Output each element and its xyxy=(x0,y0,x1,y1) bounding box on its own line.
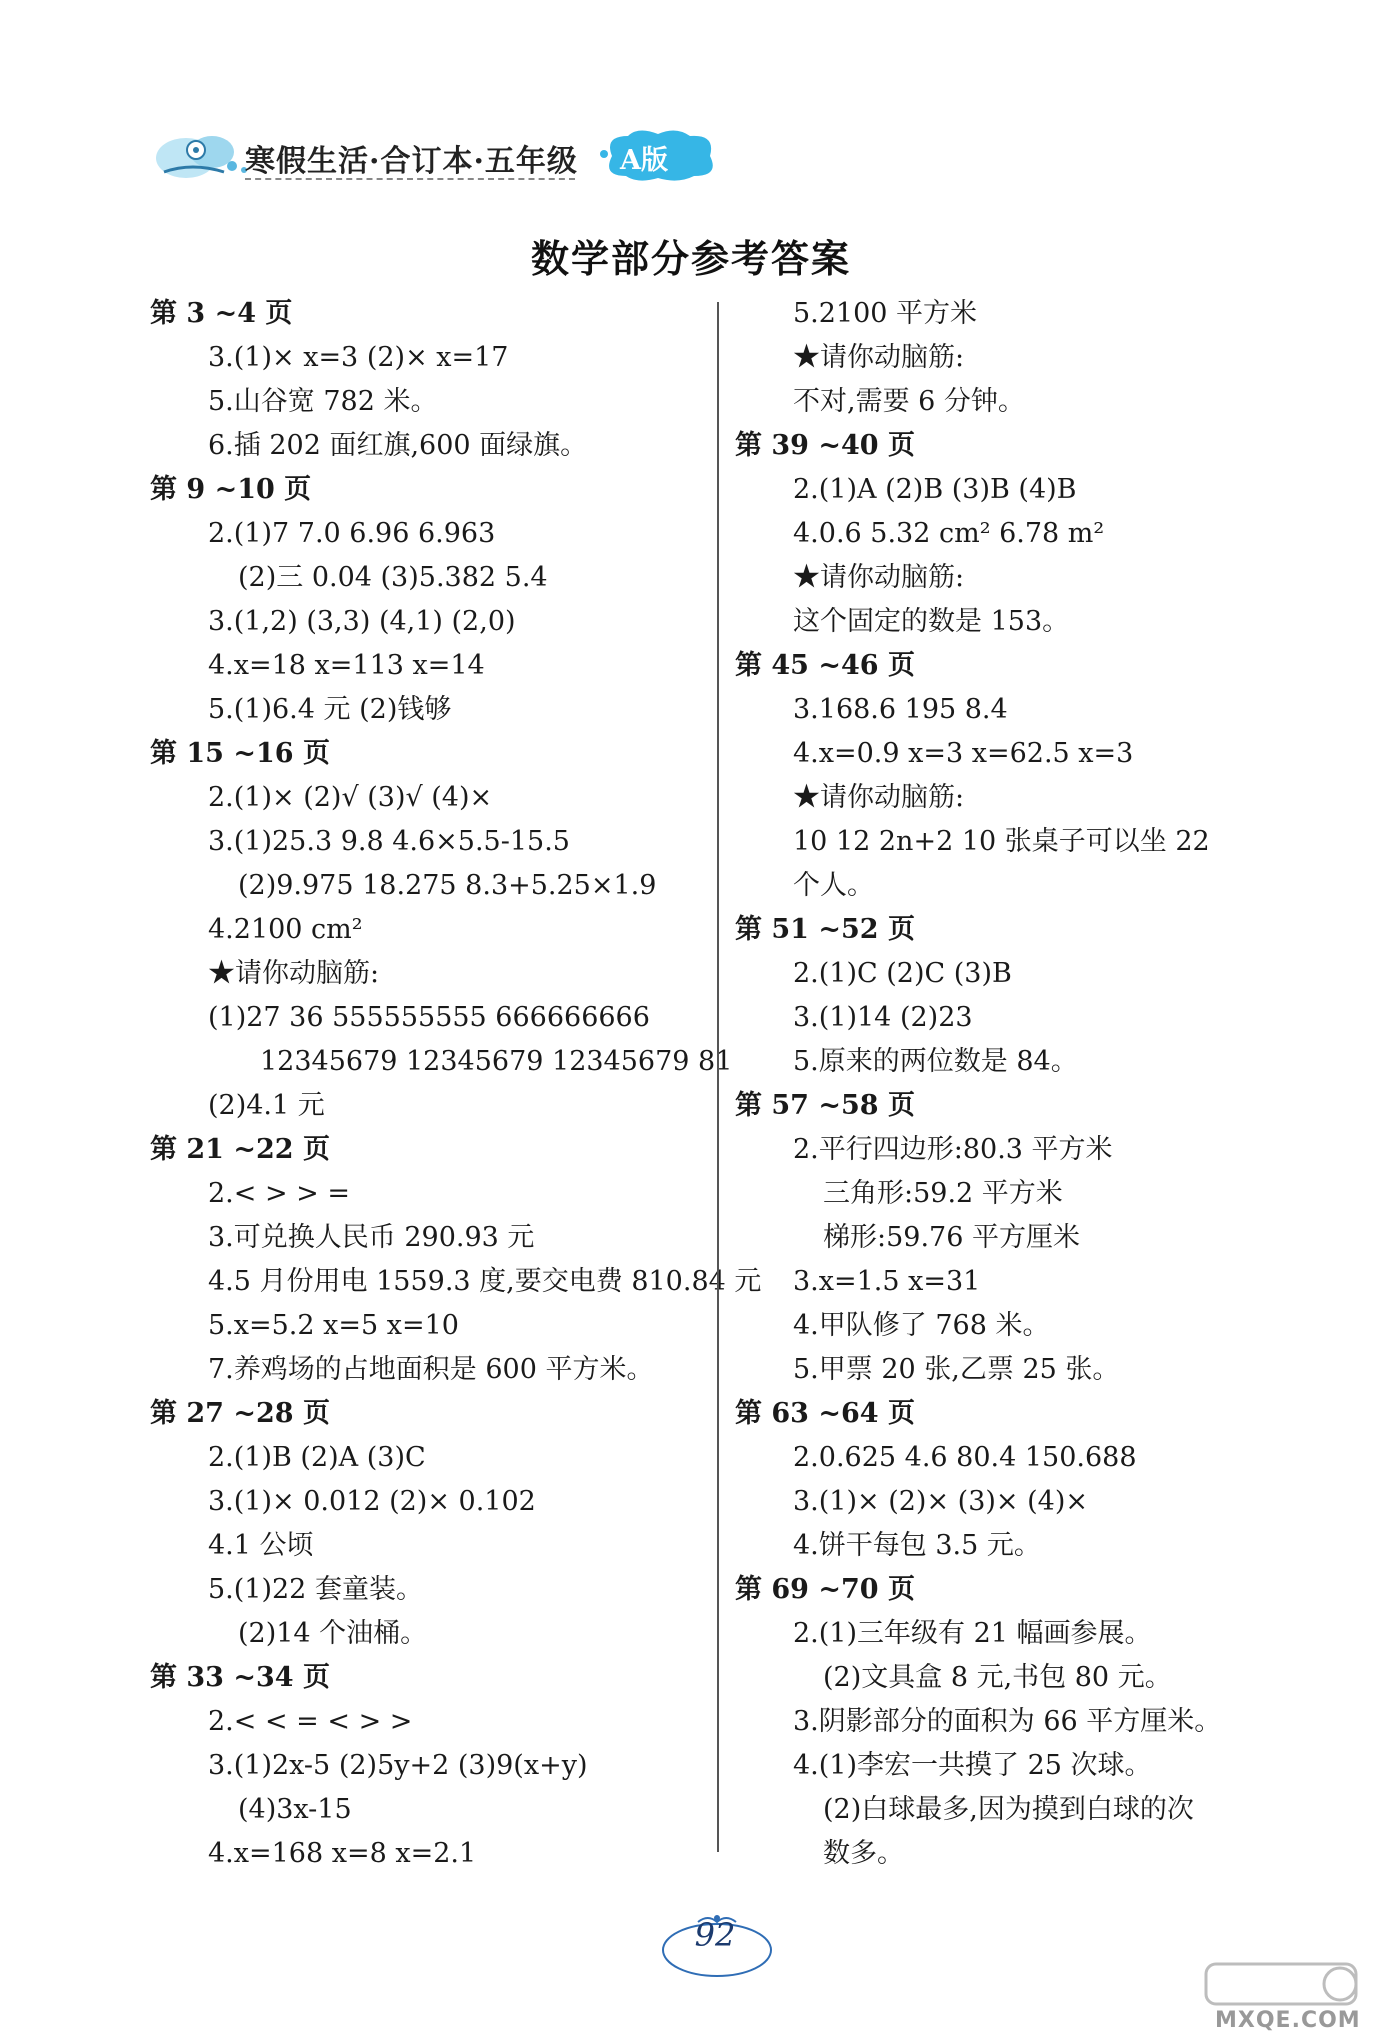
page-range-heading: 第 39 ~40 页 xyxy=(735,430,915,461)
answer-line: 2.(1)三年级有 21 幅画参展。 xyxy=(793,1618,1152,1649)
answer-line: (2)4.1 元 xyxy=(208,1090,325,1121)
answer-line: 5.(1)6.4 元 (2)钱够 xyxy=(208,694,452,725)
answer-line: 3.(1,2) (3,3) (4,1) (2,0) xyxy=(208,606,516,637)
answer-line: 2.< < = < > > xyxy=(208,1706,413,1737)
answer-line: 4.(1)李宏一共摸了 25 次球。 xyxy=(793,1750,1152,1781)
answer-line: 5.原来的两位数是 84。 xyxy=(793,1046,1078,1077)
answer-line: 4.1 公顷 xyxy=(208,1530,314,1561)
answer-line: 4.x=18 x=113 x=14 xyxy=(208,650,485,681)
answer-line: (2)三 0.04 (3)5.382 5.4 xyxy=(238,562,548,593)
answer-line: 4.5 月份用电 1559.3 度,要交电费 810.84 元 xyxy=(208,1266,762,1297)
answer-line: 2.(1)A (2)B (3)B (4)B xyxy=(793,474,1077,505)
book-header xyxy=(140,120,730,190)
page-range-heading: 第 3 ~4 页 xyxy=(150,298,293,329)
answer-line: 5.x=5.2 x=5 x=10 xyxy=(208,1310,459,1341)
page-number: 92 xyxy=(694,1916,736,1954)
answer-line: 4.甲队修了 768 米。 xyxy=(793,1310,1050,1341)
answer-line: 4.0.6 5.32 cm² 6.78 m² xyxy=(793,518,1105,549)
answer-line: (4)3x-15 xyxy=(238,1794,352,1825)
answer-line: 3.168.6 195 8.4 xyxy=(793,694,1008,725)
watermark-text: MXQE.COM xyxy=(1215,2008,1361,2033)
answer-line: 梯形:59.76 平方厘米 xyxy=(823,1222,1080,1253)
answer-line: 个人。 xyxy=(793,870,874,901)
answer-line: ★请你动脑筋: xyxy=(793,562,965,593)
answer-line: 4.x=168 x=8 x=2.1 xyxy=(208,1838,477,1869)
answer-line: (2)9.975 18.275 8.3+5.25×1.9 xyxy=(238,870,657,901)
answer-line: 2.(1)7 7.0 6.96 6.963 xyxy=(208,518,496,549)
answer-line: 3.(1)2x-5 (2)5y+2 (3)9(x+y) xyxy=(208,1750,588,1781)
series-title: 寒假生活·合订本·五年级 xyxy=(245,144,578,179)
page-range-heading: 第 51 ~52 页 xyxy=(735,914,915,945)
left-answer-column xyxy=(150,292,762,1876)
answer-line: 3.可兑换人民币 290.93 元 xyxy=(208,1222,535,1253)
answer-line: ★请你动脑筋: xyxy=(793,782,965,813)
answer-line: 7.养鸡场的占地面积是 600 平方米。 xyxy=(208,1354,654,1385)
page-range-heading: 第 9 ~10 页 xyxy=(150,474,312,505)
answer-line: 4.饼干每包 3.5 元。 xyxy=(793,1530,1041,1561)
answer-line: 5.2100 平方米 xyxy=(793,298,978,329)
answer-line: (2)白球最多,因为摸到白球的次 xyxy=(823,1794,1194,1825)
answer-line: 三角形:59.2 平方米 xyxy=(823,1178,1063,1209)
answer-line: 数多。 xyxy=(823,1838,904,1869)
answer-line: 3.x=1.5 x=31 xyxy=(793,1266,981,1297)
answer-line: 3.(1)25.3 9.8 4.6×5.5-15.5 xyxy=(208,826,570,857)
page-range-heading: 第 15 ~16 页 xyxy=(150,738,330,769)
page-title: 数学部分参考答案 xyxy=(530,236,851,281)
page-range-heading: 第 27 ~28 页 xyxy=(150,1398,330,1429)
answer-line: 3.(1)× x=3 (2)× x=17 xyxy=(208,342,509,373)
answer-line: 3.(1)× (2)× (3)× (4)× xyxy=(793,1486,1088,1517)
answer-line: ★请你动脑筋: xyxy=(793,342,965,373)
answer-line: 5.(1)22 套童装。 xyxy=(208,1574,423,1605)
column-divider xyxy=(717,302,719,1852)
answer-line: 10 12 2n+2 10 张桌子可以坐 22 xyxy=(793,826,1210,857)
answer-line: 2.平行四边形:80.3 平方米 xyxy=(793,1134,1113,1165)
edition-label: A版 xyxy=(620,145,668,176)
answer-line: ★请你动脑筋: xyxy=(208,958,380,989)
page-range-heading: 第 57 ~58 页 xyxy=(735,1090,915,1121)
answer-line: 2.(1)B (2)A (3)C xyxy=(208,1442,426,1473)
page-range-heading: 第 45 ~46 页 xyxy=(735,650,915,681)
right-answer-column xyxy=(735,292,1315,1876)
page-range-heading: 第 21 ~22 页 xyxy=(150,1134,330,1165)
header-divider xyxy=(245,178,575,180)
answer-line: 不对,需要 6 分钟。 xyxy=(793,386,1025,417)
answer-line: 2.(1)C (2)C (3)B xyxy=(793,958,1012,989)
cartoon-logo-icon xyxy=(152,126,260,182)
answer-line: (2)14 个油桶。 xyxy=(238,1618,428,1649)
page-range-heading: 第 69 ~70 页 xyxy=(735,1574,915,1605)
answer-line: 3.(1)14 (2)23 xyxy=(793,1002,973,1033)
answer-line: 5.山谷宽 782 米。 xyxy=(208,386,438,417)
page-range-heading: 第 33 ~34 页 xyxy=(150,1662,330,1693)
answer-line: 2.0.625 4.6 80.4 150.688 xyxy=(793,1442,1137,1473)
answer-line: (2)文具盒 8 元,书包 80 元。 xyxy=(823,1662,1172,1693)
answer-line: 3.阴影部分的面积为 66 平方厘米。 xyxy=(793,1706,1222,1737)
answer-line: 4.2100 cm² xyxy=(208,914,363,945)
answer-line: 这个固定的数是 153。 xyxy=(793,606,1070,637)
answer-line: 2.< > > = xyxy=(208,1178,351,1209)
answer-line: 12345679 12345679 12345679 81 xyxy=(260,1046,733,1077)
answer-line: (1)27 36 555555555 666666666 xyxy=(208,1002,650,1033)
answer-line: 5.甲票 20 张,乙票 25 张。 xyxy=(793,1354,1120,1385)
answer-line: 6.插 202 面红旗,600 面绿旗。 xyxy=(208,430,588,461)
answer-line: 4.x=0.9 x=3 x=62.5 x=3 xyxy=(793,738,1134,769)
page-range-heading: 第 63 ~64 页 xyxy=(735,1398,915,1429)
answer-line: 3.(1)× 0.012 (2)× 0.102 xyxy=(208,1486,536,1517)
answer-line: 2.(1)× (2)√ (3)√ (4)× xyxy=(208,782,493,813)
